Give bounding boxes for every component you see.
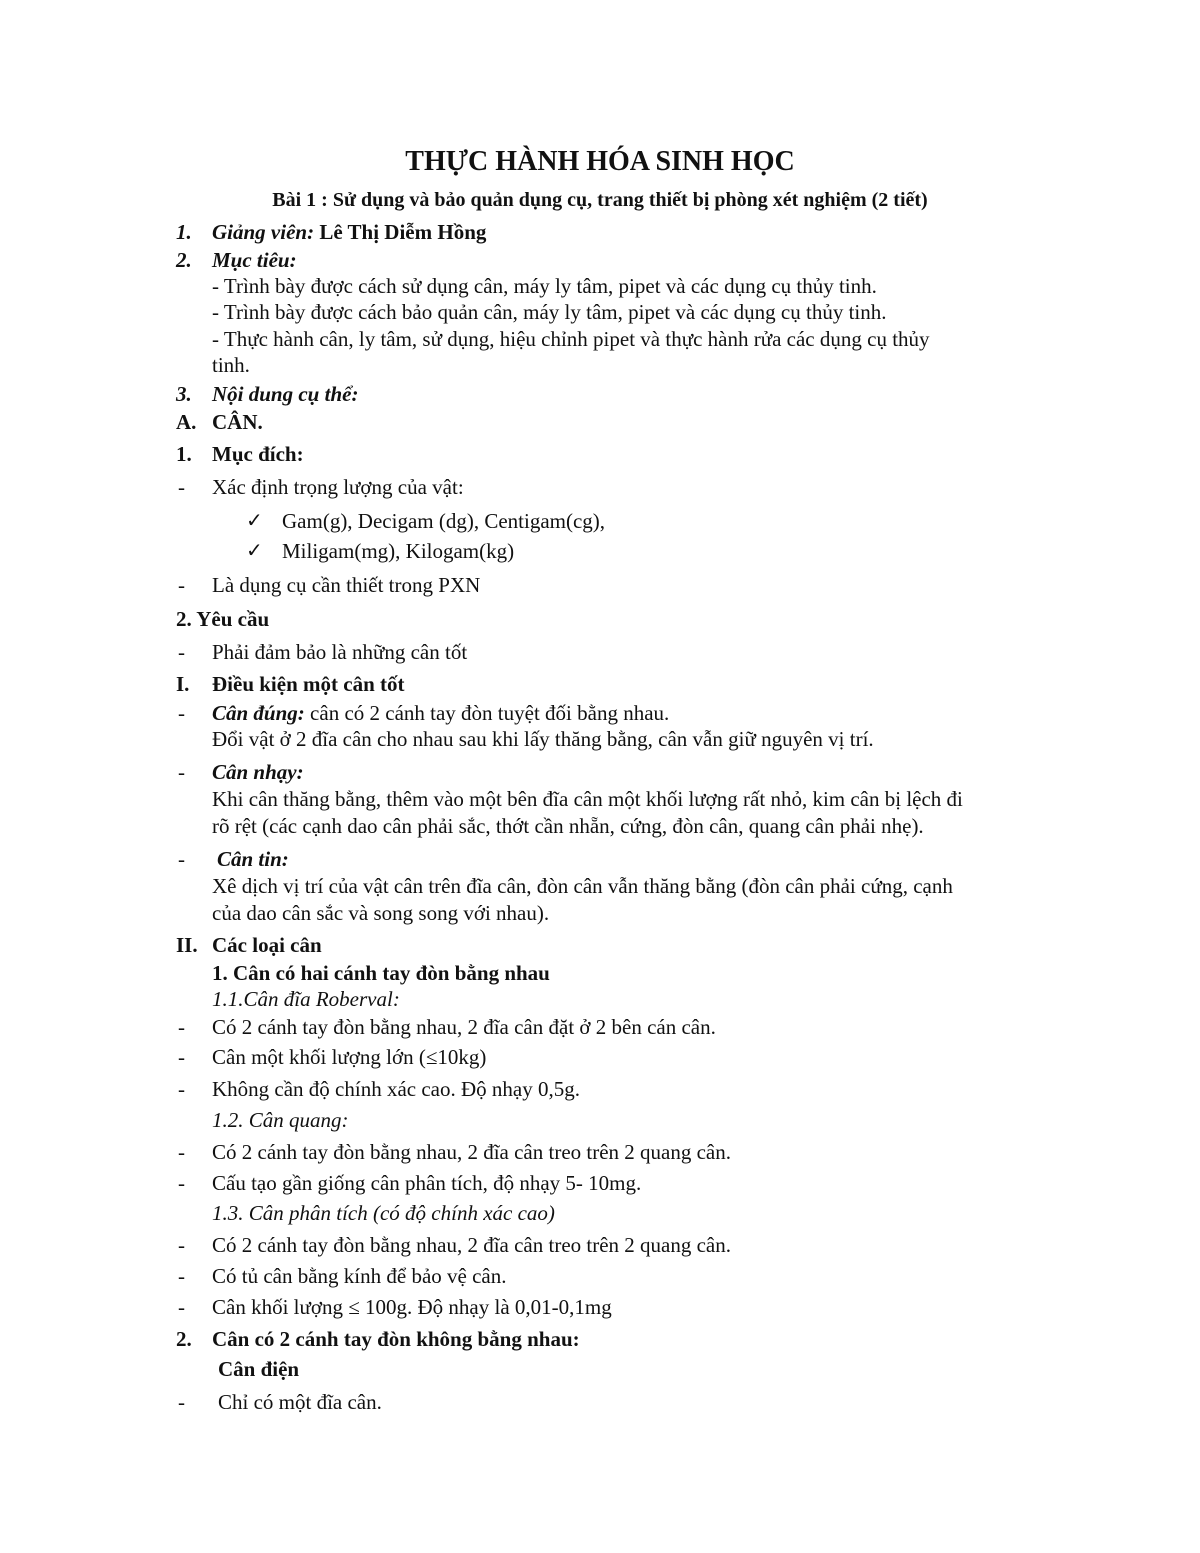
page-title: THỰC HÀNH HÓA SINH HỌC [405, 146, 795, 177]
list-item-continuation: rõ rệt (các cạnh dao cân phải sắc, thớt cần nhẵn, cứng, đòn cân, quang cân phải nhẹ). [212, 814, 924, 838]
list-item-continuation: Xê dịch vị trí của vật cân trên đĩa cân, đòn cân vẫn thăng bằng (đòn cân phải cứng, cạnh [212, 874, 953, 898]
list-number: 3. [176, 382, 192, 406]
list-item: Cấu tạo gần giống cân phân tích, độ nhạy 5- 10mg. [212, 1171, 642, 1195]
list-item: Có 2 cánh tay đòn bằng nhau, 2 đĩa cân treo trên 2 quang cân. [212, 1233, 732, 1257]
objective-line: - Thực hành cân, ly tâm, sử dụng, hiệu chỉnh pipet và thực hành rửa các dụng cụ thủy [212, 327, 930, 351]
bullet-dash: - [178, 1233, 185, 1257]
section-heading: 2. Yêu cầu [176, 607, 270, 631]
lesson-subtitle: Bài 1 : Sử dụng và bảo quản dụng cụ, trang thiết bị phòng xét nghiệm (2 tiết) [272, 189, 928, 211]
subsection-heading: Cân điện [218, 1357, 300, 1381]
term-label: Cân tin: [217, 847, 289, 871]
list-item: Miligam(mg), Kilogam(kg) [282, 539, 515, 563]
list-item: Có 2 cánh tay đòn bằng nhau, 2 đĩa cân treo trên 2 quang cân. [212, 1140, 732, 1164]
subsection-title: 1.3. Cân phân tích (có độ chính xác cao) [212, 1201, 555, 1225]
subsection-title: 1.1.Cân đĩa Roberval: [212, 987, 400, 1011]
bullet-dash: - [178, 1140, 185, 1164]
objective-line: tinh. [212, 353, 250, 377]
list-item: Không cần độ chính xác cao. Độ nhạy 0,5g. [212, 1077, 580, 1101]
list-item-continuation: Đổi vật ở 2 đĩa cân cho nhau sau khi lấy thăng bằng, cân vẫn giữ nguyên vị trí. [212, 727, 874, 751]
term-text: cân có 2 cánh tay đòn tuyệt đối bằng nhau. [304, 701, 670, 725]
subsection-heading: 1. Cân có hai cánh tay đòn bằng nhau [212, 961, 550, 985]
section-mark: II. [176, 933, 198, 957]
bullet-dash: - [178, 701, 185, 725]
list-item: Cân một khối lượng lớn (≤10kg) [212, 1045, 487, 1069]
list-item: Có tủ cân bằng kính để bảo vệ cân. [212, 1264, 507, 1288]
checkmark-icon: ✓ [246, 538, 263, 562]
lecturer-label: Giảng viên: [212, 220, 315, 244]
section-mark: A. [176, 410, 197, 434]
bullet-dash: - [178, 640, 185, 664]
section-heading: Các loại cân [212, 933, 322, 957]
bullet-dash: - [178, 1045, 185, 1069]
bullet-dash: - [178, 1077, 185, 1101]
term-label: Cân đúng: [212, 701, 305, 725]
lecturer-line [212, 219, 486, 245]
list-item: Cân khối lượng ≤ 100g. Độ nhạy là 0,01-0,1mg [212, 1295, 612, 1319]
bullet-dash: - [178, 475, 185, 499]
bullet-dash: - [178, 760, 185, 784]
section-mark: 1. [176, 442, 192, 466]
section-mark: 2. [176, 1327, 192, 1351]
objective-line: - Trình bày được cách bảo quản cân, máy ly tâm, pipet và các dụng cụ thủy tinh. [212, 300, 887, 324]
term-label: Cân nhạy: [212, 760, 304, 784]
list-item: Chỉ có một đĩa cân. [218, 1390, 382, 1414]
bullet-dash: - [178, 1295, 185, 1319]
bullet-dash: - [178, 847, 185, 871]
checkmark-icon: ✓ [246, 508, 263, 532]
list-item: Gam(g), Decigam (dg), Centigam(cg), [282, 509, 606, 533]
list-item: Phải đảm bảo là những cân tốt [212, 640, 468, 664]
list-item-continuation: của dao cân sắc và song song với nhau). [212, 901, 550, 925]
bullet-dash: - [178, 1171, 185, 1195]
section-heading: Mục đích: [212, 442, 304, 466]
lecturer-name: Lê Thị Diễm Hồng [314, 220, 487, 244]
bullet-dash: - [178, 573, 185, 597]
bullet-dash: - [178, 1015, 185, 1039]
section-heading: Cân có 2 cánh tay đòn không bằng nhau: [212, 1327, 580, 1351]
section-mark: I. [176, 672, 190, 696]
list-item [212, 700, 669, 726]
list-item: Là dụng cụ cần thiết trong PXN [212, 573, 481, 597]
bullet-dash: - [178, 1264, 185, 1288]
list-number: 2. [176, 248, 192, 272]
subsection-title: 1.2. Cân quang: [212, 1108, 349, 1132]
bullet-dash: - [178, 1390, 185, 1414]
list-number: 1. [176, 220, 192, 244]
objective-line: - Trình bày được cách sử dụng cân, máy ly tâm, pipet và các dụng cụ thủy tinh. [212, 274, 877, 298]
list-item: Có 2 cánh tay đòn bằng nhau, 2 đĩa cân đặt ở 2 bên cán cân. [212, 1015, 716, 1039]
content-label: Nội dung cụ thể: [212, 382, 359, 406]
list-item: Xác định trọng lượng của vật: [212, 475, 464, 499]
objectives-label: Mục tiêu: [212, 248, 297, 272]
section-heading: Điều kiện một cân tốt [212, 672, 405, 696]
section-heading: CÂN. [212, 410, 263, 434]
list-item-continuation: Khi cân thăng bằng, thêm vào một bên đĩa cân một khối lượng rất nhỏ, kim cân bị lệch đi [212, 787, 963, 811]
